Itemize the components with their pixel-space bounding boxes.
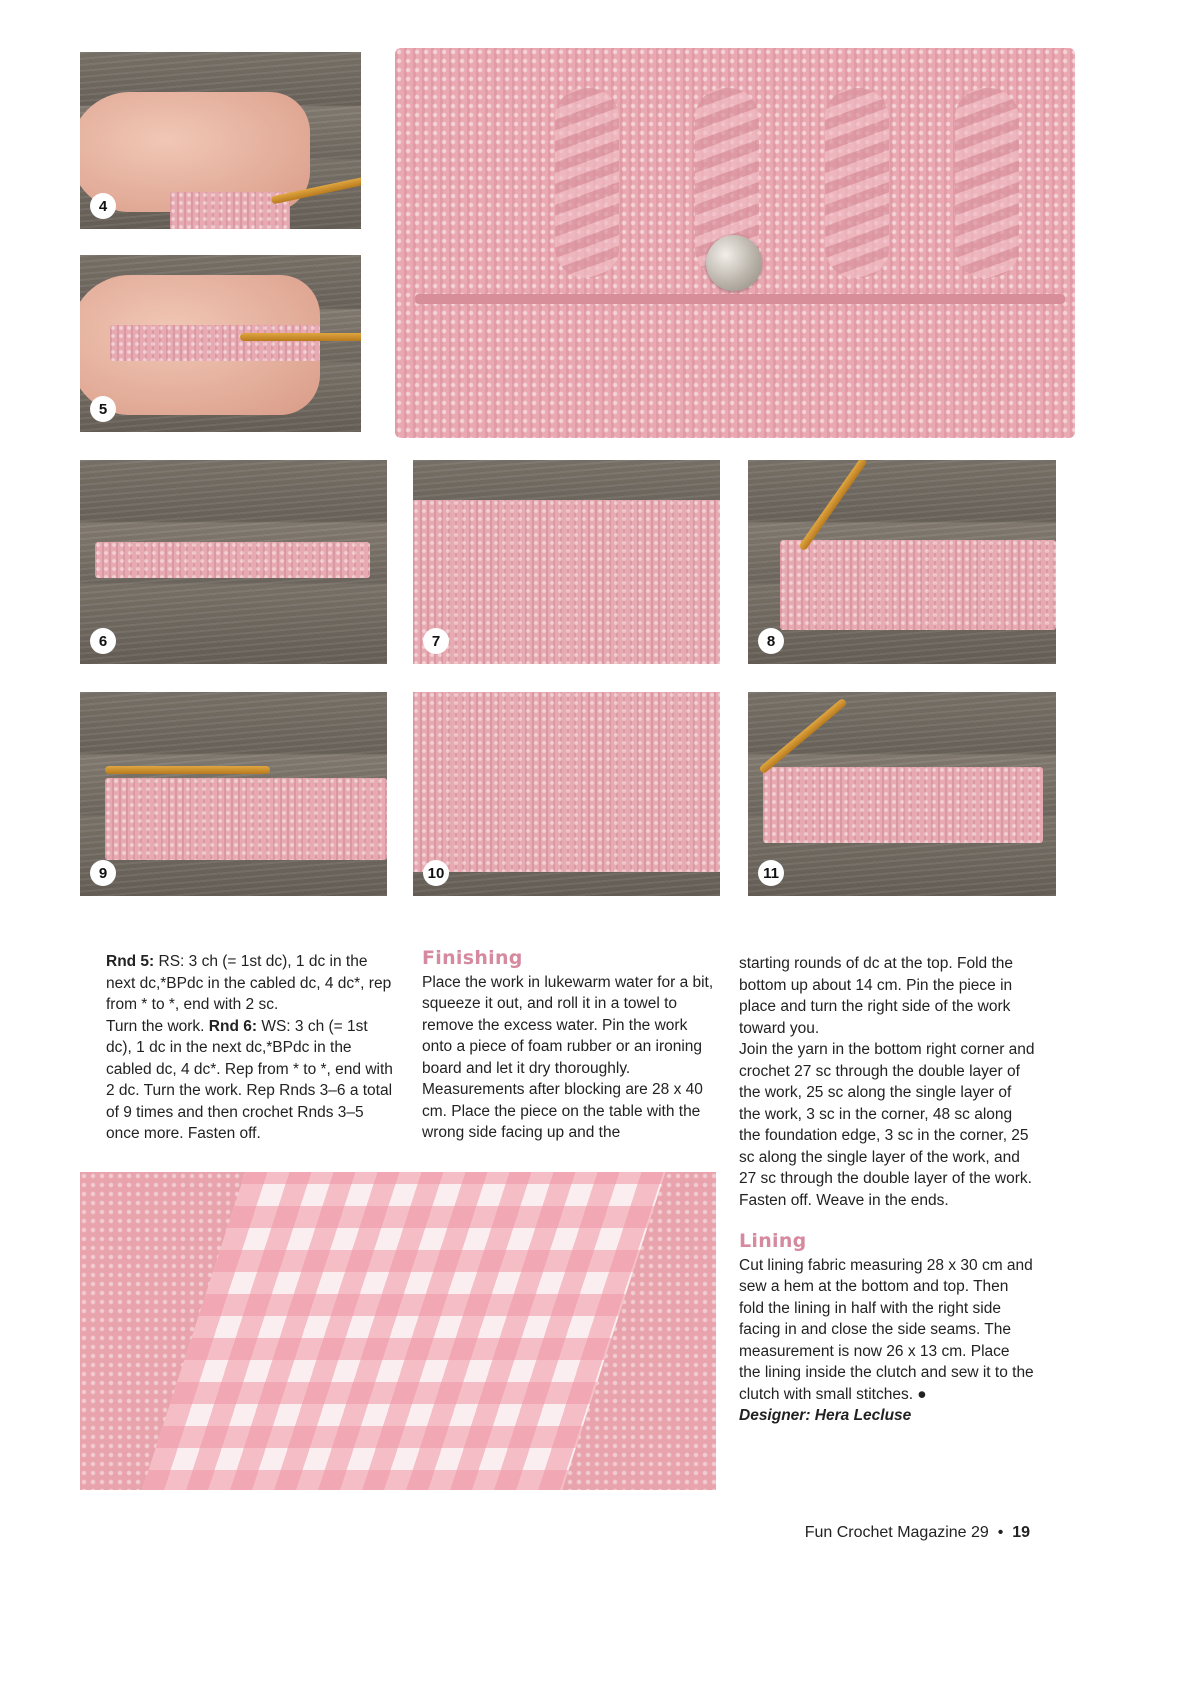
rnd6-label: Rnd 6: xyxy=(208,1017,258,1035)
step-number-badge: 4 xyxy=(90,193,116,219)
crochet-swatch xyxy=(780,540,1056,630)
step-number-badge: 6 xyxy=(90,628,116,654)
lining-text: Cut lining fabric measuring 28 x 30 cm and sew a hem at the bottom and top. Then fold the lining in half with the right side facing in and close the side seams. The measurement is now 26 x 13 cm. Place the lining inside the clutch and sew it to the clutch with small stitches. ● xyxy=(739,1256,1034,1403)
crochet-hook xyxy=(758,698,847,775)
cable-pattern xyxy=(955,88,1019,278)
step-number-badge: 11 xyxy=(758,860,784,886)
finishing-heading: Finishing xyxy=(422,947,523,969)
crochet-swatch xyxy=(110,325,320,361)
instructions-column-1 xyxy=(106,951,396,1145)
turn-text: Turn the work. xyxy=(106,1017,209,1035)
flap-edge xyxy=(415,294,1065,304)
lining-heading: Lining xyxy=(739,1230,807,1252)
page-footer xyxy=(805,1524,1030,1542)
designer-credit: Designer: Hera Lecluse xyxy=(739,1407,912,1424)
lining-detail-photo xyxy=(80,1172,716,1490)
magazine-name: Fun Crochet Magazine 29 xyxy=(804,1524,989,1541)
step-photo-6 xyxy=(80,460,387,664)
finishing-column xyxy=(422,948,714,1144)
instructions-column-3 xyxy=(739,953,1035,1427)
gingham-lining-fabric xyxy=(142,1172,679,1490)
edging-text: Join the yarn in the bottom right corner and crochet 27 sc through the double layer of the work, 25 sc along the single layer of the work, 3 sc in the corner, 48 sc along the foundation edge, 3 sc in the corner, 25 sc along the single layer of the work, and 27 sc through the double layer of the work. Fasten off. Weave in the ends. xyxy=(739,1041,1035,1209)
step-photo-9 xyxy=(80,692,387,896)
crochet-swatch xyxy=(413,500,720,664)
crochet-swatch xyxy=(95,542,370,578)
page-number: 19 xyxy=(1012,1524,1030,1541)
step-number-badge: 8 xyxy=(758,628,784,654)
rnd6-paragraph xyxy=(106,1016,396,1145)
crochet-hook xyxy=(240,333,361,341)
step-photo-10 xyxy=(413,692,720,896)
step-photo-11 xyxy=(748,692,1056,896)
cable-pattern xyxy=(825,88,889,278)
finishing-text: Place the work in lukewarm water for a bit, squeeze it out, and roll it in a towel to remove the excess water. Pin the work onto a piece of foam rubber or an ironing board and let it dry thoroughly. Measurements after blocking are 28 x 40 cm. Place the piece on the table with the wrong side facing up and the xyxy=(422,973,714,1141)
footer-separator: • xyxy=(997,1524,1004,1541)
step-number-badge: 7 xyxy=(423,628,449,654)
step-number-badge: 5 xyxy=(90,396,116,422)
rnd5-label: Rnd 5: xyxy=(106,953,155,970)
crochet-hook xyxy=(105,766,270,774)
step-photo-7 xyxy=(413,460,720,664)
crochet-hook xyxy=(798,460,868,551)
cable-pattern xyxy=(555,88,619,278)
shell-button-image xyxy=(706,235,762,291)
crochet-swatch xyxy=(413,692,720,872)
step-number-badge: 9 xyxy=(90,860,116,886)
crochet-swatch xyxy=(105,778,387,860)
step-number-badge: 10 xyxy=(423,860,449,886)
rnd6-text: WS: 3 ch (= 1st dc), 1 dc in the next dc,*BPdc in the cabled dc, 4 dc*. Rep from * to *, end with 2 dc. Turn the work. Rep Rnds 3–6 a total of 9 times and then crochet Rnds 3–5 once more. Fasten off. xyxy=(106,1017,393,1142)
crochet-swatch xyxy=(763,767,1043,843)
step-photo-4 xyxy=(80,52,361,229)
step-photo-8 xyxy=(748,460,1056,664)
fold-text: starting rounds of dc at the top. Fold the bottom up about 14 cm. Pin the piece in place and turn the right side of the work toward you. xyxy=(739,955,1013,1037)
rnd5-text: RS: 3 ch (= 1st dc), 1 dc in the next dc,*BPdc in the cabled dc, 4 dc*, rep from * to *, end with 2 sc. xyxy=(106,953,392,1013)
step-photo-5 xyxy=(80,255,361,432)
rnd5-paragraph xyxy=(106,951,396,1016)
